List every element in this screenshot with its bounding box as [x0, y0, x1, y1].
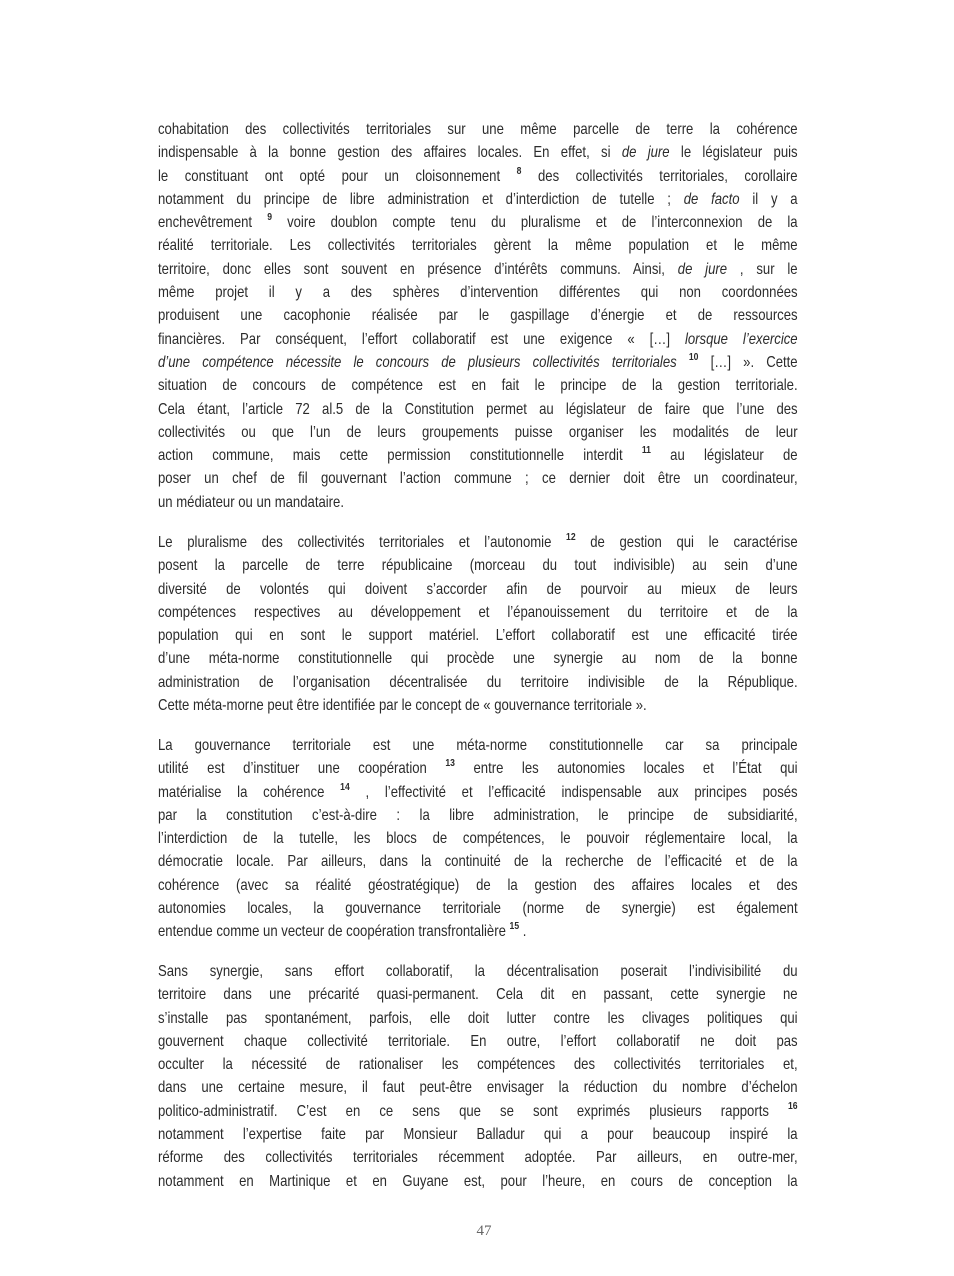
- text-segment: s’installe pas spontanément, parfois, elle doit lutter contre les clivages politiques qui: [158, 1009, 798, 1027]
- text-line: [158, 671, 798, 694]
- text-segment: l’interdiction de la tutelle, les blocs de compétences, le pouvoir réglementaire local, la: [158, 830, 798, 848]
- footnote-ref: 8: [516, 164, 522, 177]
- text-segment: enchevêtrement: [158, 214, 268, 232]
- text-line: [158, 374, 798, 397]
- text-segment: le constituant ont opté pour un cloisonnement: [158, 167, 517, 185]
- text-segment: population qui en sont le support matériel. L’effort collaboratif est une efficacité tirée: [158, 627, 798, 645]
- text-line: [158, 1007, 798, 1030]
- text-segment: poser un chef de fil gouvernant l’action commune ; ce dernier doit être un coordinateur,: [158, 470, 798, 488]
- text-line: [158, 141, 798, 164]
- text-segment: action commune, mais cette permission constitutionnelle interdit: [158, 447, 642, 465]
- text-line: [158, 983, 798, 1006]
- text-line: [158, 960, 798, 983]
- footnote-ref: 10: [688, 350, 699, 363]
- text-segment: notamment l’expertise faite par Monsieur Balladur qui a pour beaucoup inspiré la: [158, 1126, 798, 1144]
- text-segment: des collectivités territoriales, corollaire: [521, 167, 798, 185]
- italic-text: de facto: [683, 190, 740, 208]
- text-line: [158, 827, 798, 850]
- text-segment: diversité de volontés qui doivent s’accorder afin de pourvoir au mieux de leurs: [158, 580, 798, 598]
- paragraph: [158, 734, 798, 944]
- text-segment: d’une méta-norme constitutionnelle qui procède une synergie au nom de la bonne: [158, 650, 798, 668]
- footnote-ref: 13: [445, 757, 455, 770]
- italic-text: d’une compétence nécessite le concours de plusieurs collectivités territoriales: [158, 353, 689, 371]
- text-line: [158, 874, 798, 897]
- text-line: [158, 578, 798, 601]
- text-segment: de gestion qui le caractérise: [575, 534, 798, 551]
- text-line: [158, 647, 798, 670]
- footnote-ref: 15: [509, 920, 520, 933]
- text-segment: notamment en Martinique et en Guyane est, pour l’heure, en cours de conception la: [158, 1172, 798, 1190]
- text-line: [158, 165, 798, 188]
- text-segment: territoire, donc elles sont souvent en présence d’intérêts communs. Ainsi,: [158, 260, 678, 278]
- text-segment: réforme des collectivités territoriales récemment adoptée. Par ailleurs, en outre-mer,: [158, 1149, 798, 1167]
- text-segment: situation de concours de compétence est en fait le principe de la gestion territoriale.: [158, 377, 798, 395]
- text-segment: collectivités ou que l’un de leurs groupements puisse organiser les modalités de leur: [158, 423, 798, 441]
- text-line: [158, 554, 798, 577]
- footnote-ref: 16: [788, 1099, 798, 1112]
- text-line: [158, 491, 798, 514]
- text-segment: gouvernent chaque collectivité territoriale. En outre, l’effort collaboratif ne doit pas: [158, 1032, 798, 1050]
- text-segment: il y a: [739, 190, 798, 208]
- text-line: [158, 188, 798, 211]
- text-segment: occulter la nécessité de rationaliser les compétences des collectivités territoriales et,: [158, 1056, 798, 1074]
- text-segment: administration de l’organisation décentralisée du territoire indivisible de la République.: [158, 673, 798, 691]
- text-segment: La gouvernance territoriale est une méta-norme constitutionnelle car sa principale: [158, 737, 798, 754]
- text-segment: financières. Par conséquent, l’effort collaboratif est une exigence « […]: [158, 330, 685, 348]
- text-segment: même projet il y a des sphères d’intervention différentes qui non coordonnées: [158, 284, 798, 302]
- text-segment: Sans synergie, sans effort collaboratif, la décentralisation poserait l’indivisibilité du: [158, 963, 798, 980]
- text-segment: Cette méta-morne peut être identifiée par le concept de « gouvernance territoriale ».: [158, 697, 647, 715]
- text-segment: […] ». Cette: [698, 353, 798, 371]
- text-segment: produisent une cacophonie réalisée par le gaspillage d’énergie et de ressources: [158, 307, 798, 325]
- text-segment: au législateur de: [650, 447, 798, 465]
- text-line: [158, 850, 798, 873]
- text-line: [158, 601, 798, 624]
- text-line: [158, 1100, 798, 1123]
- footnote-ref: 11: [641, 444, 651, 457]
- text-line: [158, 1146, 798, 1169]
- text-line: [158, 234, 798, 257]
- text-line: [158, 328, 798, 351]
- text-segment: Cela étant, l’article 72 al.5 de la Constitution permet au législateur de faire que l’une des: [158, 400, 798, 418]
- footnote-ref: 14: [340, 780, 350, 793]
- text-segment: voire doublon compte tenu du pluralisme et de l’interconnexion de la: [271, 214, 798, 232]
- text-line: [158, 281, 798, 304]
- text-line: [158, 258, 798, 281]
- text-line: [158, 734, 798, 757]
- text-segment: .: [519, 923, 527, 941]
- text-line: [158, 444, 798, 467]
- text-line: [158, 781, 798, 804]
- text-line: [158, 1053, 798, 1076]
- text-line: [158, 531, 798, 554]
- text-line: [158, 624, 798, 647]
- text-segment: dans une certaine mesure, il faut peut-être envisager la réduction du nombre d’échelon: [158, 1079, 798, 1097]
- footnote-ref: 9: [267, 211, 272, 224]
- text-segment: politico-administratif. C’est en ce sens que se sont exprimés plusieurs rapports: [158, 1102, 789, 1120]
- text-line: [158, 421, 798, 444]
- text-segment: utilité est d’instituer une coopération: [158, 760, 446, 778]
- footnote-ref: 12: [566, 531, 576, 543]
- paragraph: [158, 118, 798, 514]
- text-segment: entendue comme un vecteur de coopération transfrontalière: [158, 923, 510, 941]
- italic-text: lorsque l’exercice: [684, 330, 798, 348]
- text-segment: matérialise la cohérence: [158, 783, 341, 801]
- text-segment: cohabitation des collectivités territoriales sur une même parcelle de terre la cohérence: [158, 121, 798, 138]
- text-segment: territoire dans une précarité quasi-permanent. Cela dit en passant, cette synergie ne: [158, 986, 798, 1004]
- text-line: [158, 897, 798, 920]
- text-segment: , l’effectivité et l’efficacité indispensable aux principes posés: [349, 783, 798, 801]
- text-line: [158, 1123, 798, 1146]
- text-line: [158, 1030, 798, 1053]
- page-number: 47: [476, 1223, 492, 1239]
- text-line: [158, 1076, 798, 1099]
- text-segment: par la constitution c’est-à-dire : la libre administration, le principe de subsidiarité,: [158, 806, 798, 824]
- text-segment: compétences respectives au développement et l’épanouissement du territoire et de la: [158, 603, 798, 621]
- text-line: [158, 304, 798, 327]
- text-segment: indispensable à la bonne gestion des affaires locales. En effet, si: [158, 144, 622, 162]
- text-segment: entre les autonomies locales et l’État qui: [454, 760, 798, 778]
- text-segment: un médiateur ou un mandataire.: [158, 493, 344, 511]
- text-segment: , sur le: [727, 260, 798, 278]
- text-segment: cohérence (avec sa réalité géostratégique) de la gestion des affaires locales et des: [158, 876, 798, 894]
- text-line: [158, 118, 798, 141]
- text-segment: le législateur puis: [669, 144, 798, 162]
- text-segment: notamment du principe de libre administration et d’interdiction de tutelle ;: [158, 190, 684, 208]
- text-segment: démocratie locale. Par ailleurs, dans la continuité de la recherche de l’efficacité et de la: [158, 853, 798, 871]
- paragraph: [158, 960, 798, 1193]
- text-segment: réalité territoriale. Les collectivités territoriales gèrent la même population et le même: [158, 237, 798, 255]
- italic-text: de jure: [621, 144, 670, 162]
- text-line: [158, 1170, 798, 1193]
- text-line: [158, 804, 798, 827]
- text-segment: Le pluralisme des collectivités territoriales et l’autonomie: [158, 534, 567, 551]
- text-line: [158, 467, 798, 490]
- text-segment: autonomies locales, la gouvernance territoriale (norme de synergie) est également: [158, 900, 798, 918]
- text-line: [158, 757, 798, 780]
- paragraph: [158, 531, 798, 717]
- text-line: [158, 398, 798, 421]
- text-line: [158, 920, 798, 943]
- text-segment: posent la parcelle de terre républicaine (morceau du tout indivisible) au sein d’une: [158, 557, 798, 575]
- text-line: [158, 351, 798, 374]
- italic-text: de jure: [677, 260, 728, 278]
- text-line: [158, 694, 798, 717]
- text-line: [158, 211, 798, 234]
